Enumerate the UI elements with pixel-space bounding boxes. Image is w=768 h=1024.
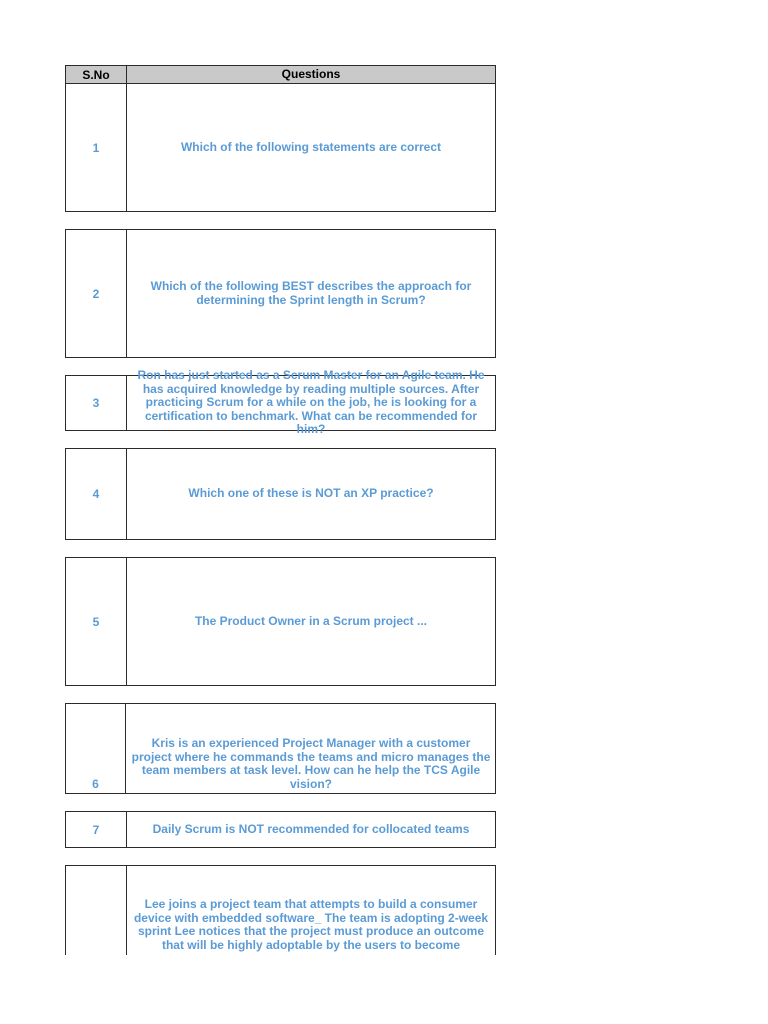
table-row xyxy=(65,557,496,686)
question-text: Which of the following statements are correct xyxy=(180,139,442,154)
question-text: Lee joins a project team that attempts to build a consumer device with embedded software_ The team is adopting 2-week sprint Lee notices that the project must produce an outcome that will be highly adoptable by the users to become xyxy=(133,897,489,952)
row-number: 2 xyxy=(66,230,127,357)
sno-header: S.No xyxy=(66,66,127,83)
question-text: Ron has just started as a Scrum Master for an Agile team. He has acquired knowledge by reading multiple sources. After practicing Scrum for a while on the job, he is looking for a certification to benchmark. What can be recommended for him? xyxy=(137,368,485,437)
row-number: 4 xyxy=(66,449,127,539)
row-number: 7 xyxy=(66,812,127,847)
table-row xyxy=(65,83,496,212)
question-text: Which of the following BEST describes the approach for determining the Sprint length in Scrum? xyxy=(150,279,472,307)
row-number: 5 xyxy=(66,558,127,685)
table-row xyxy=(65,229,496,358)
question-text: Which one of these is NOT an XP practice? xyxy=(188,486,434,501)
questions-header: Questions xyxy=(281,66,341,81)
table-header xyxy=(65,65,496,84)
table-row xyxy=(65,811,496,848)
table-row xyxy=(65,368,496,437)
row-number: 6 xyxy=(66,704,126,793)
table-row xyxy=(65,865,496,955)
row-number: 1 xyxy=(66,84,127,211)
table-row xyxy=(65,448,496,540)
question-text: Kris is an experienced Project Manager with a customer project where he commands the teams and micro manages the team members at task level. How can he help the TCS Agile vision? xyxy=(131,736,491,791)
row-number xyxy=(66,866,127,955)
table-row xyxy=(65,703,496,794)
question-text: The Product Owner in a Scrum project ... xyxy=(194,613,428,628)
question-text: Daily Scrum is NOT recommended for collocated teams xyxy=(152,821,470,836)
row-number: 3 xyxy=(66,376,127,430)
